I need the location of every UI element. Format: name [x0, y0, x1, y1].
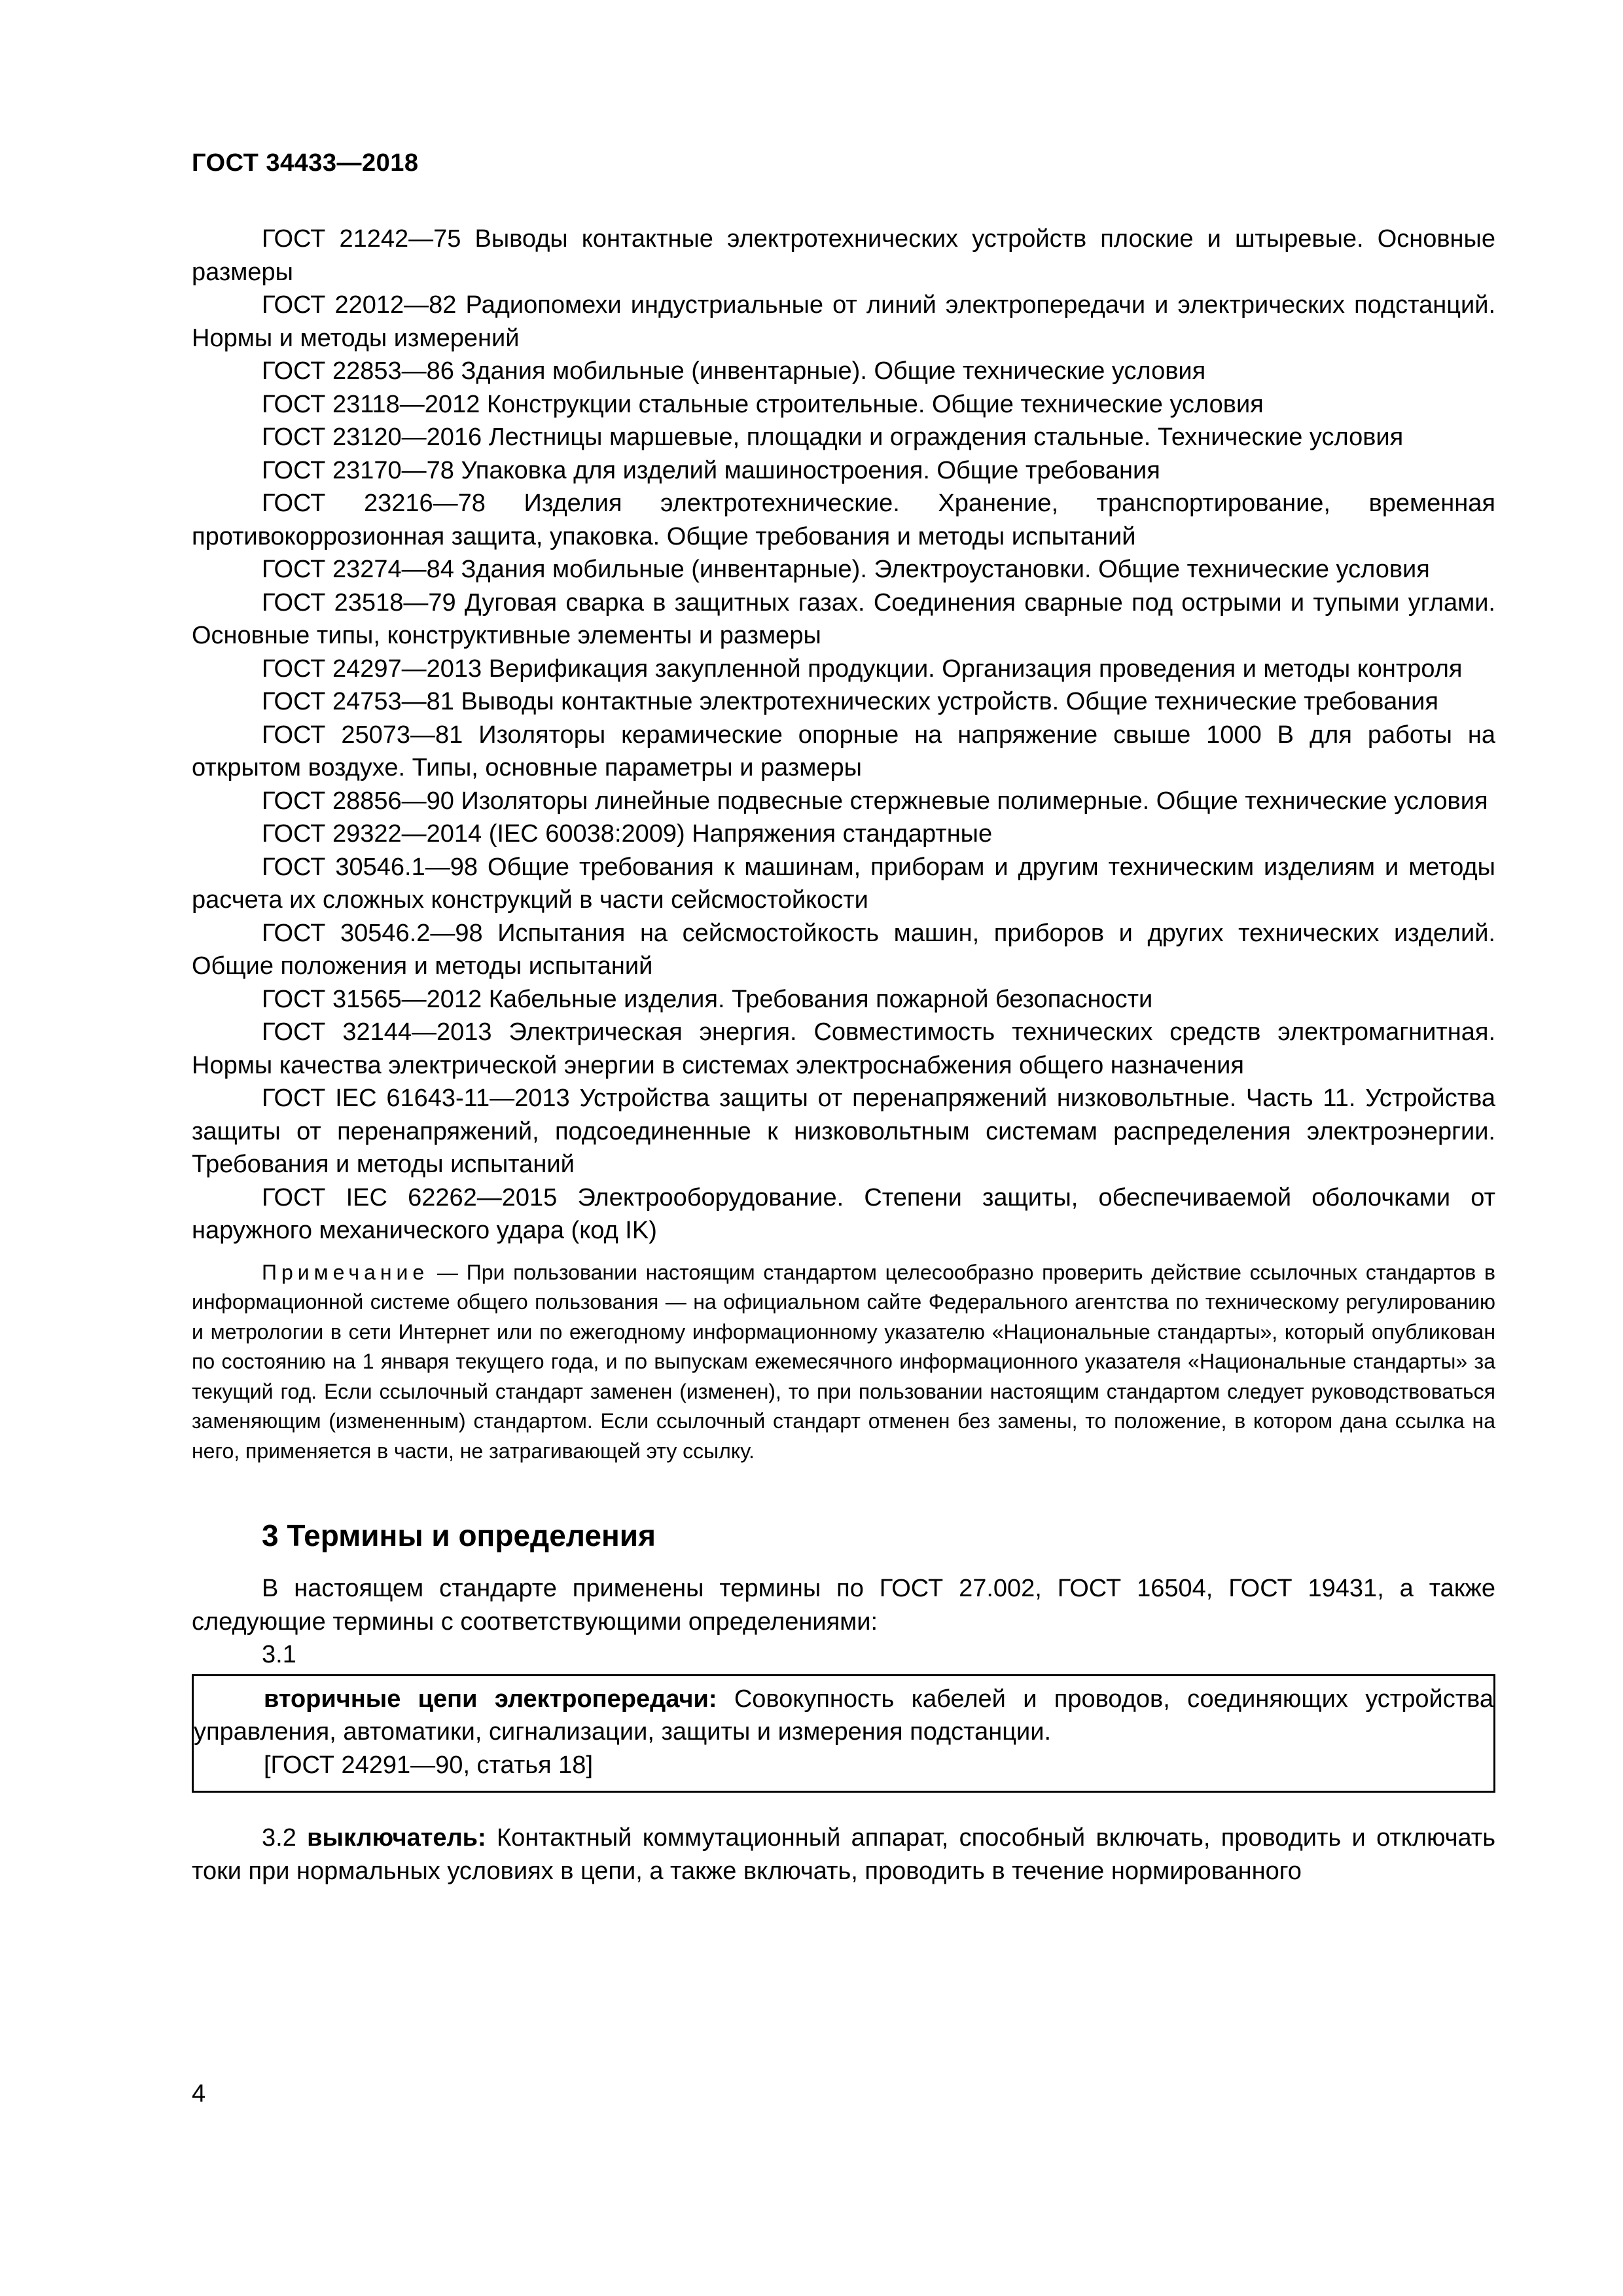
reference-item: ГОСТ 23518—79 Дуговая сварка в защитных газах. Соединения сварные под острыми и тупыми углами. Основные типы, конструктивные элементы и размеры: [192, 588, 1495, 649]
reference-item: ГОСТ 23274—84 Здания мобильные (инвентарные). Электроустановки. Общие технические условия: [262, 556, 1430, 583]
term-number: 3.1: [262, 1641, 296, 1668]
note-paragraph: [192, 1258, 1495, 1467]
term-definition: [194, 1683, 1493, 1749]
section-intro: В настоящем стандарте применены термины по ГОСТ 27.002, ГОСТ 16504, ГОСТ 19431, а также следующие термины с соответствующими определениями:: [192, 1575, 1495, 1636]
term-box: [192, 1674, 1495, 1793]
page-number: 4: [192, 2080, 206, 2108]
term-source: [ГОСТ 24291—90, статья 18]: [264, 1751, 593, 1779]
term-number-2: 3.2: [262, 1824, 308, 1852]
reference-item: ГОСТ 23170—78 Упаковка для изделий машиностроения. Общие требования: [262, 456, 1160, 484]
reference-item: ГОСТ 21242—75 Выводы контактные электротехнических устройств плоские и штыревые. Основные размеры: [192, 225, 1495, 286]
reference-item: ГОСТ 31565—2012 Кабельные изделия. Требования пожарной безопасности: [262, 985, 1153, 1013]
reference-item: ГОСТ 28856—90 Изоляторы линейные подвесные стержневые полимерные. Общие технические условия: [262, 787, 1488, 815]
term-definition-2: [192, 1821, 1495, 1888]
term-name-2: выключатель:: [307, 1824, 486, 1852]
reference-item: ГОСТ IEC 62262—2015 Электрооборудование. Степени защиты, обеспечиваемой оболочками от наружного механического удара (код IK): [192, 1183, 1495, 1244]
reference-item: ГОСТ IEC 61643-11—2013 Устройства защиты от перенапряжений низковольтные. Часть 11. Устройства защиты от перенапряжений, подсоединенные к низковольтным системам распределения электроэнергии. Требования и методы испытаний: [192, 1085, 1495, 1178]
reference-item: ГОСТ 23118—2012 Конструкции стальные строительные. Общие технические условия: [262, 390, 1264, 418]
reference-item: ГОСТ 24753—81 Выводы контактные электротехнических устройств. Общие технические требования: [262, 688, 1438, 715]
note-label: Примечание: [262, 1260, 429, 1284]
section-title: 3 Термины и определения: [262, 1518, 656, 1552]
term-text: Совокупность кабелей и проводов, соединяющих устройства управления, автоматики, сигнализации, защиты и измерения подстанции.: [194, 1685, 1493, 1746]
term-name: вторичные цепи электропередачи:: [264, 1685, 717, 1713]
reference-item: ГОСТ 29322—2014 (IEC 60038:2009) Напряжения стандартные: [262, 820, 993, 848]
reference-item: ГОСТ 25073—81 Изоляторы керамические опорные на напряжение свыше 1000 В для работы на открытом воздухе. Типы, основные параметры и размеры: [192, 721, 1495, 781]
reference-item: ГОСТ 22012—82 Радиопомехи индустриальные от линий электропередачи и электрических подстанций. Нормы и методы измерений: [192, 291, 1495, 352]
term-text-2: Контактный коммутационный аппарат, способный включать, проводить и отключать токи при нормальных условиях в цепи, а также включать, проводить в течение нормированного: [192, 1824, 1495, 1885]
reference-item: ГОСТ 30546.2—98 Испытания на сейсмостойкость машин, приборов и других технических изделий. Общие положения и методы испытаний: [192, 919, 1495, 980]
reference-item: ГОСТ 23120—2016 Лестницы маршевые, площадки и ограждения стальные. Технические условия: [262, 423, 1404, 451]
reference-item: ГОСТ 24297—2013 Верификация закупленной продукции. Организация проведения и методы контроля: [262, 655, 1463, 683]
reference-item: ГОСТ 32144—2013 Электрическая энергия. Совместимость технических средств электромагнитная. Нормы качества электрической энергии в системах электроснабжения общего назначения: [192, 1018, 1495, 1079]
note-text: — При пользовании настоящим стандартом целесообразно проверить действие ссылочных стандартов в информационной системе общего пользования — на официальном сайте Федерального агентства по техническому регулированию и метрологии в сети Интернет или по ежегодному информационному указателю «Национальные стандарты», который опубликован по состоянию на 1 января текущего года, и по выпускам ежемесячного информационного указателя «Национальные стандарты» за текущий год. Если ссылочный стандарт заменен (изменен), то при пользовании настоящим стандартом следует руководствоваться заменяющим (измененным) стандартом. Если ссылочный стандарт отменен без замены, то положение, в котором дана ссылка на него, применяется в части, не затрагивающей эту ссылку.: [192, 1260, 1495, 1463]
reference-list: [192, 223, 1495, 1247]
reference-item: ГОСТ 22853—86 Здания мобильные (инвентарные). Общие технические условия: [262, 357, 1206, 385]
standard-header: ГОСТ 34433—2018: [192, 149, 419, 177]
reference-item: ГОСТ 30546.1—98 Общие требования к машинам, приборам и другим техническим изделиям и методы расчета их сложных конструкций в части сейсмостойкости: [192, 853, 1495, 914]
page-content: [192, 223, 1495, 1888]
reference-item: ГОСТ 23216—78 Изделия электротехнические. Хранение, транспортирование, временная противокоррозионная защита, упаковка. Общие требования и методы испытаний: [192, 490, 1495, 550]
